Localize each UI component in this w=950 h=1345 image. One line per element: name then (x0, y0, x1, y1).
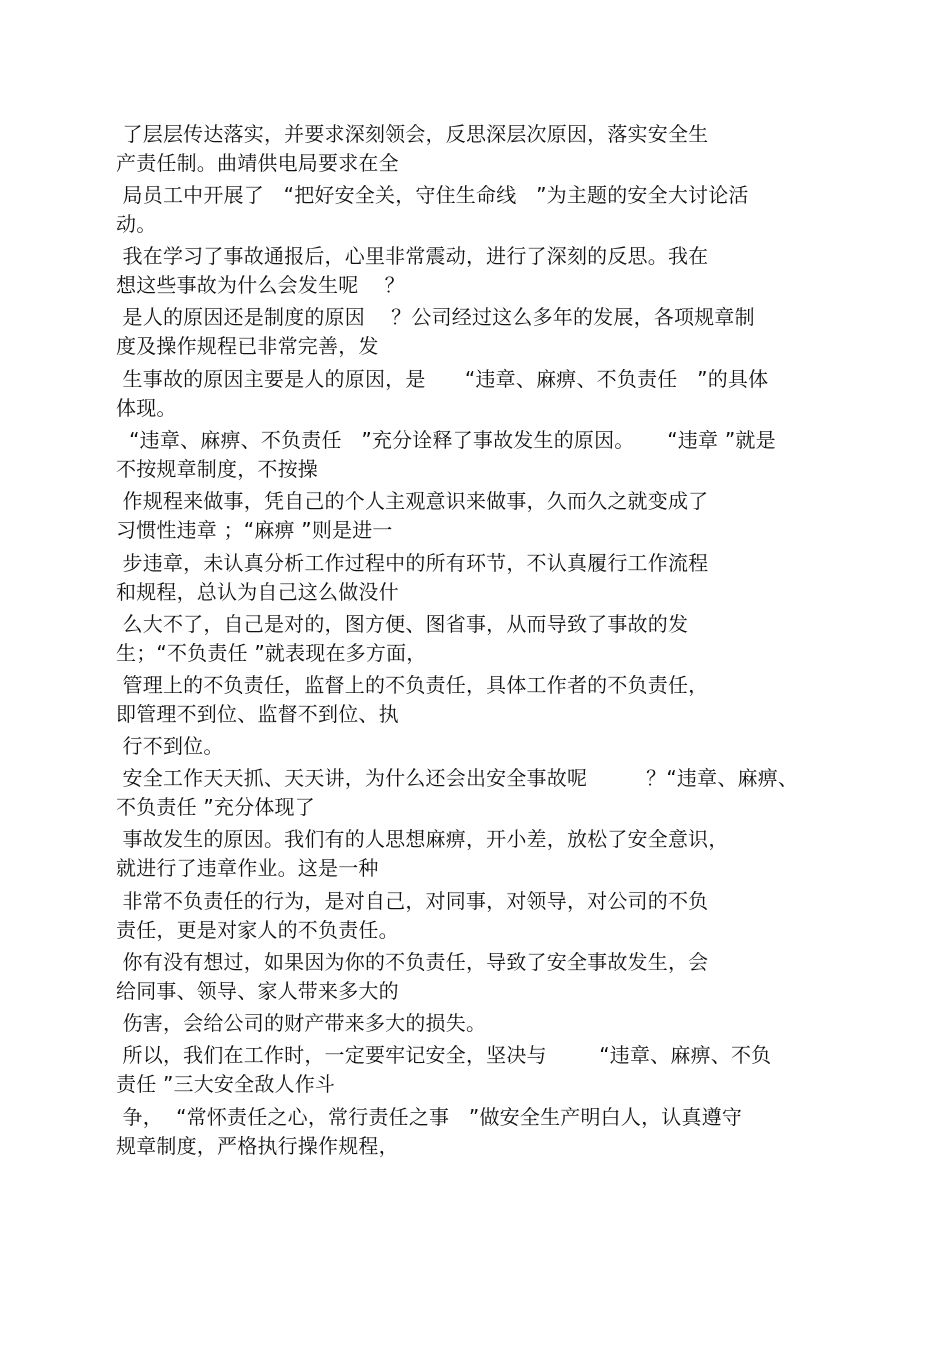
text-line: 争， “常怀责任之心，常行责任之事 ”做安全生产明白人，认真遵守 (116, 1105, 743, 1129)
text-line: 了层层传达落实，并要求深刻领会，反思深层次原因，落实安全生 (116, 122, 709, 146)
text-line: 责任，更是对家人的不负责任。 (116, 918, 399, 942)
text-line: 安全工作天天抓、天天讲，为什么还会出安全事故呢 ？“违章、麻痹、 (116, 766, 799, 790)
text-line: 产责任制。曲靖供电局要求在全 (116, 151, 399, 175)
text-line: 非常不负责任的行为，是对自己，对同事，对领导，对公司的不负 (116, 889, 709, 913)
text-line: 你有没有想过，如果因为你的不负责任，导致了安全事故发生，会 (116, 950, 709, 974)
text-line: 体现。 (116, 396, 177, 420)
text-line: 生事故的原因主要是人的原因，是 “违章、麻痹、不负责任 ”的具体 (116, 367, 769, 391)
text-line: 是人的原因还是制度的原因 ？公司经过这么多年的发展，各项规章制 (116, 305, 755, 329)
text-line: 就进行了违章作业。这是一种 (116, 856, 379, 880)
text-line: 习惯性违章 ；“麻痹 ”则是进一 (116, 518, 393, 542)
text-line: 作规程来做事，凭自己的个人主观意识来做事，久而久之就变成了 (116, 489, 709, 513)
text-line: “违章、麻痹、不负责任 ”充分诠释了事故发生的原因。 “违章 ”就是 (116, 428, 776, 452)
text-line: 管理上的不负责任，监督上的不负责任，具体工作者的不负责任， (116, 673, 709, 697)
text-line: 伤害，会给公司的财产带来多大的损失。 (116, 1011, 487, 1035)
text-line: 不按规章制度，不按操 (116, 457, 318, 481)
text-line: 和规程，总认为自己这么做没什 (116, 580, 399, 604)
text-line: 想这些事故为什么会发生呢 ？ (116, 273, 405, 297)
text-line: 动。 (116, 212, 157, 236)
text-line: 我在学习了事故通报后，心里非常震动，进行了深刻的反思。我在 (116, 244, 709, 268)
text-line: 事故发生的原因。我们有的人思想麻痹，开小差，放松了安全意识， (116, 827, 729, 851)
text-line: 责任 ”三大安全敌人作斗 (116, 1072, 336, 1096)
text-line: 度及操作规程已非常完善，发 (116, 334, 379, 358)
text-line: 给同事、领导、家人带来多大的 (116, 979, 399, 1003)
text-line: 所以，我们在工作时，一定要牢记安全，坚决与 “违章、麻痹、不负 (116, 1043, 772, 1067)
text-line: 生；“不负责任 ”就表现在多方面， (116, 641, 427, 665)
text-line: 行不到位。 (116, 734, 224, 758)
text-line: 规章制度，严格执行操作规程， (116, 1134, 399, 1158)
text-line: 步违章，未认真分析工作过程中的所有环节，不认真履行工作流程 (116, 551, 709, 575)
text-line: 即管理不到位、监督不到位、执 (116, 702, 399, 726)
text-line: 么大不了，自己是对的，图方便、图省事，从而导致了事故的发 (116, 612, 689, 636)
text-line: 局员工中开展了 “把好安全关，守住生命线 ”为主题的安全大讨论活 (116, 183, 749, 207)
text-line: 不负责任 ”充分体现了 (116, 795, 315, 819)
